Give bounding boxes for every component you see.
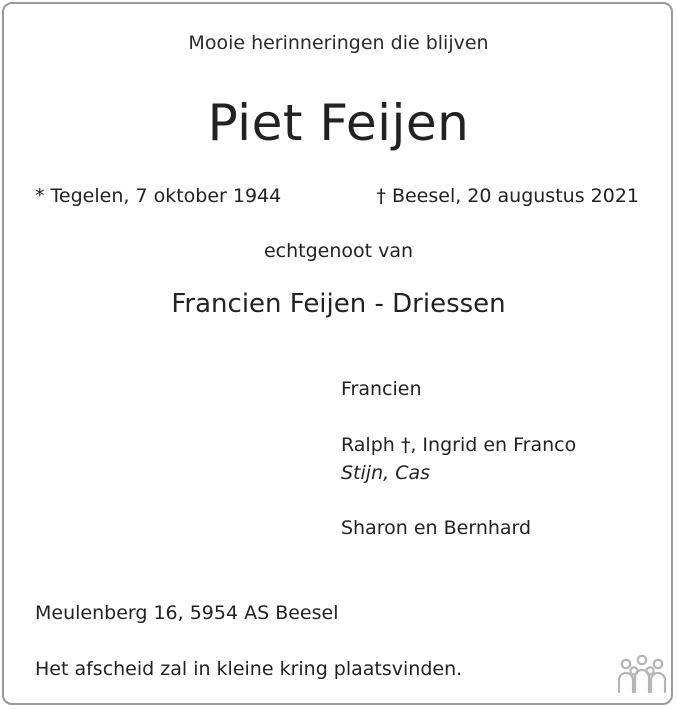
family-line-2: Ralph †, Ingrid en Franco	[341, 434, 577, 456]
spouse-name: Francien Feijen - Driessen	[171, 289, 506, 319]
notice-heading: Mooie herinneringen die blijven	[188, 32, 489, 54]
family-line-1: Francien	[341, 378, 422, 400]
address: Meulenberg 16, 5954 AS Beesel	[35, 602, 339, 624]
death-info: † Beesel, 20 augustus 2021	[376, 185, 639, 207]
family-people-icon	[617, 654, 667, 694]
relation-text: echtgenoot van	[263, 240, 414, 262]
farewell-text: Het afscheid zal in kleine kring plaatsvinden.	[35, 658, 463, 680]
deceased-name: Piet Feijen	[207, 94, 470, 152]
family-line-3: Stijn, Cas	[341, 462, 430, 484]
family-line-4: Sharon en Bernhard	[341, 517, 532, 539]
birth-info: * Tegelen, 7 oktober 1944	[35, 185, 282, 207]
